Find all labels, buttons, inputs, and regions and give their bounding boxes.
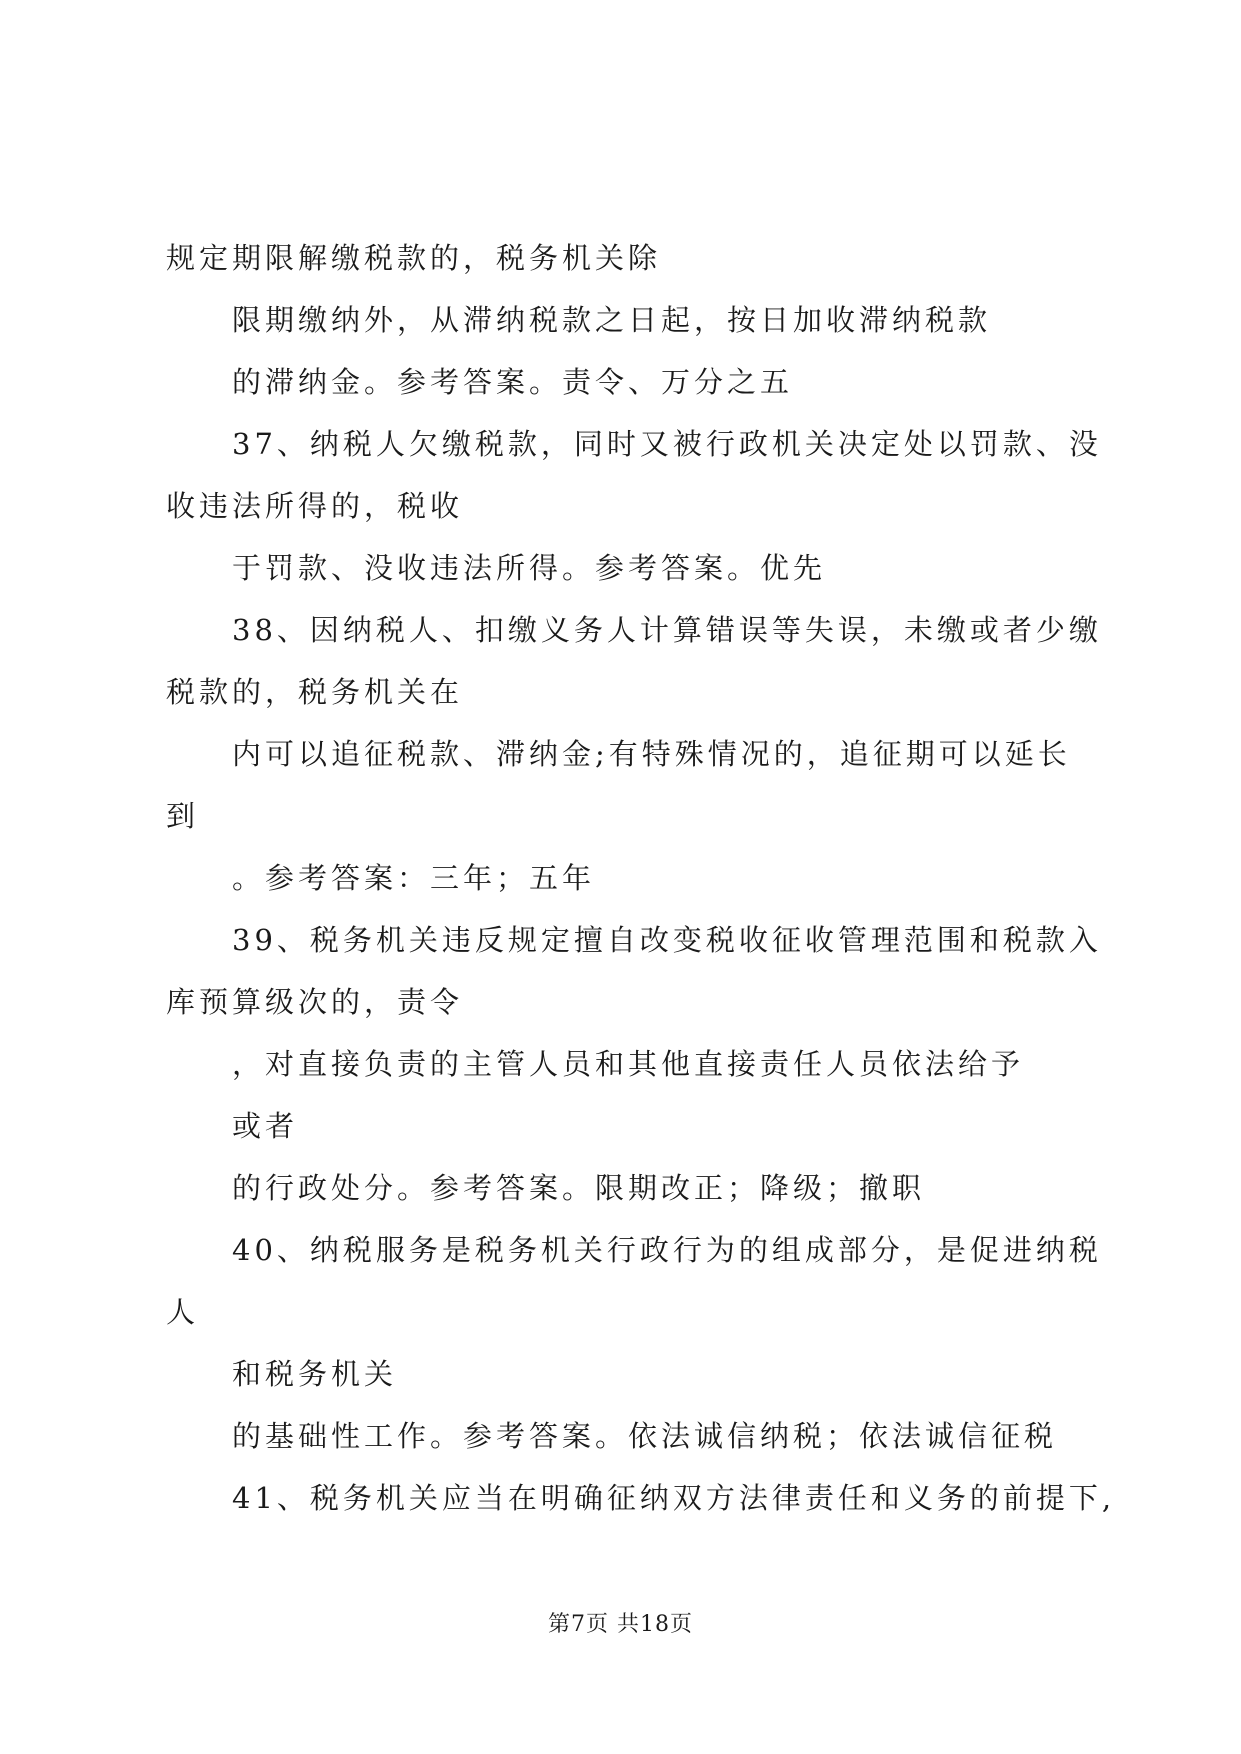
text-line-6: 于罚款、没收违法所得。参考答案。优先 — [232, 551, 827, 585]
text-line-2: 限期缴纳外，从滞纳税款之日起，按日加收滞纳税款 — [232, 303, 992, 337]
text-line-13: 库预算级次的，责令 — [166, 985, 464, 1019]
text-line-8: 税款的，税务机关在 — [166, 675, 464, 709]
text-line-10: 到 — [166, 799, 200, 833]
text-line-20: 的基础性工作。参考答案。依法诚信纳税；依法诚信征税 — [232, 1419, 1058, 1453]
text-line-11: 。参考答案：三年；五年 — [232, 861, 596, 895]
text-line-5: 收违法所得的，税收 — [166, 489, 464, 523]
text-line-9: 内可以追征税款、滞纳金;有特殊情况的，追征期可以延长 — [232, 737, 1071, 771]
text-line-7: 38、因纳税人、扣缴义务人计算错误等失误，未缴或者少缴 — [232, 613, 1102, 647]
text-line-3: 的滞纳金。参考答案。责令、万分之五 — [232, 365, 794, 399]
text-line-19: 和税务机关 — [232, 1357, 398, 1391]
text-line-12: 39、税务机关违反规定擅自改变税收征收管理范围和税款入 — [232, 923, 1102, 957]
text-line-18: 人 — [166, 1295, 200, 1329]
text-line-14: ，对直接负责的主管人员和其他直接责任人员依法给予 — [232, 1047, 1025, 1081]
text-line-1: 规定期限解缴税款的，税务机关除 — [166, 241, 662, 275]
text-line-15: 或者 — [232, 1109, 299, 1143]
page-footer: 第7页 共18页 — [548, 1612, 693, 1637]
text-line-16: 的行政处分。参考答案。限期改正；降级；撤职 — [232, 1171, 926, 1205]
text-line-17: 40、纳税服务是税务机关行政行为的组成部分，是促进纳税 — [232, 1233, 1102, 1267]
text-line-4: 37、纳税人欠缴税款，同时又被行政机关决定处以罚款、没 — [232, 427, 1102, 461]
text-line-21: 41、税务机关应当在明确征纳双方法律责任和义务的前提下, — [232, 1481, 1116, 1515]
